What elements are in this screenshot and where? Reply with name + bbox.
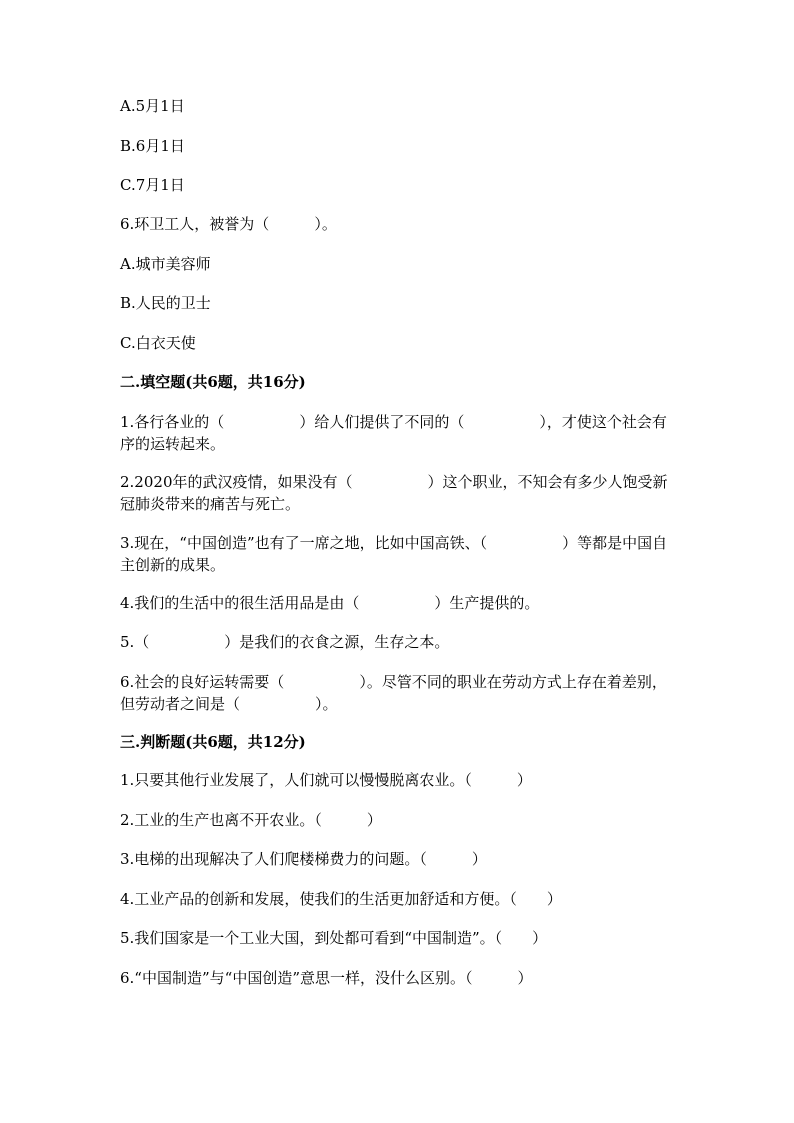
fill-blank-1: 1.各行各业的（ ）给人们提供了不同的（ ），才使这个社会有序的运转起来。 [120,413,667,453]
judge-3: 3.电梯的出现解决了人们爬楼梯费力的问题。（ ） [120,850,487,868]
judge-2: 2.工业的生产也离不开农业。（ ） [120,811,382,829]
option-q6-c: C.白衣天使 [120,334,196,352]
fill-blank-3: 3.现在，“中国创造”也有了一席之地，比如中国高铁、（ ）等都是中国自主创新的成果。 [120,534,668,574]
question-6: 6.环卫工人，被誉为（ ）。 [120,215,337,233]
fill-blank-6: 6.社会的良好运转需要（ ）。尽管不同的职业在劳动方式上存在着差别，但劳动者之间是（ ）。 [120,673,667,713]
fill-blank-5: 5.（ ）是我们的衣食之源，生存之本。 [120,633,450,651]
option-q5-a: A.5月1日 [120,97,185,115]
section-2-title: 二.填空题(共6题，共16分) [120,373,306,391]
judge-5: 5.我们国家是一个工业大国，到处都可看到“中国制造”。（ ） [120,929,548,947]
judge-4: 4.工业产品的创新和发展，使我们的生活更加舒适和方便。（ ） [120,890,562,908]
fill-blank-4: 4.我们的生活中的很生活用品是由（ ）生产提供的。 [120,594,540,612]
option-q5-c: C.7月1日 [120,176,185,194]
fill-blank-2: 2.2020年的武汉疫情，如果没有（ ）这个职业，不知会有多少人饱受新冠肺炎带来的痛苦与死亡。 [120,473,668,513]
judge-1: 1.只要其他行业发展了，人们就可以慢慢脱离农业。（ ） [120,771,532,789]
judge-6: 6.“中国制造”与“中国创造”意思一样，没什么区别。（ ） [120,969,533,987]
option-q6-b: B.人民的卫士 [120,294,211,312]
option-q5-b: B.6月1日 [120,137,185,155]
section-3-title: 三.判断题(共6题，共12分) [120,733,306,751]
option-q6-a: A.城市美容师 [120,255,211,273]
